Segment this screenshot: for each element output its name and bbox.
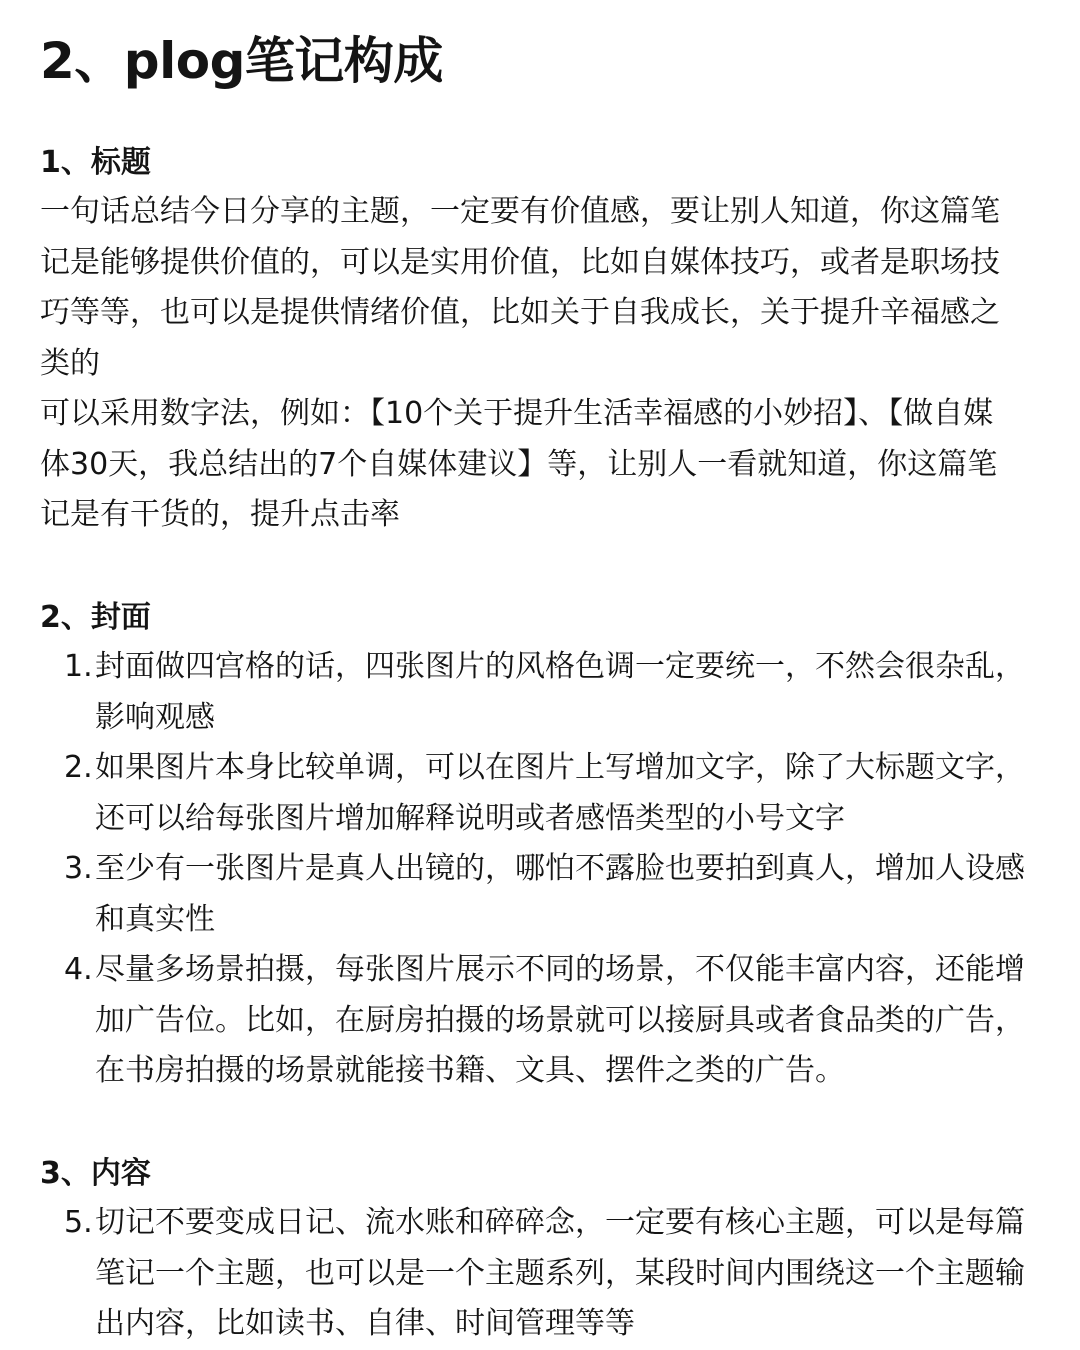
content-tips-list (40, 1198, 1040, 1350)
page-title: 2、plog笔记构成 (40, 32, 443, 90)
list-item (40, 642, 1035, 743)
list-item-number: 2. (64, 750, 93, 785)
list-item-text: 切记不要变成日记、流水账和碎碎念，一定要有核心主题，可以是每篇笔记一个主题，也可以是一个主题系列，某段时间内围绕这一个主题输出内容，比如读书、自律、时间管理等等 (95, 1205, 1025, 1341)
list-item-number: 3. (64, 851, 93, 886)
paragraph-title-numbers-method: 可以采用数字法，例如：【10个关于提升生活幸福感的小妙招】、【做自媒体30天，我总结出的7个自媒体建议】等，让别人一看就知道，你这篇笔记是有干货的，提升点击率 (40, 396, 998, 532)
cover-tips-list (40, 642, 1040, 1097)
section-heading-cover: 2、封面 (40, 600, 151, 635)
list-item (40, 844, 1035, 945)
list-item-number: 4. (64, 952, 93, 987)
list-item-text: 封面做四宫格的话，四张图片的风格色调一定要统一，不然会很杂乱，影响观感 (95, 649, 1025, 735)
list-item (40, 743, 1035, 844)
list-item (40, 1198, 1035, 1350)
list-item (40, 945, 1035, 1097)
paragraph-title-description: 一句话总结今日分享的主题，一定要有价值感，要让别人知道，你这篇笔记是能够提供价值的，可以是实用价值，比如自媒体技巧，或者是职场技巧等等，也可以是提供情绪价值，比如关于自我成长，关于提升辛福感之类的 (40, 194, 1000, 381)
list-item-text: 尽量多场景拍摄，每张图片展示不同的场景，不仅能丰富内容，还能增加广告位。比如，在厨房拍摄的场景就可以接厨具或者食品类的广告，在书房拍摄的场景就能接书籍、文具、摆件之类的广告。 (95, 952, 1025, 1088)
section-heading-title: 1、标题 (40, 145, 151, 180)
list-item-text: 至少有一张图片是真人出镜的，哪怕不露脸也要拍到真人，增加人设感和真实性 (95, 851, 1025, 937)
list-item-number: 1. (64, 649, 93, 684)
list-item-text: 如果图片本身比较单调，可以在图片上写增加文字，除了大标题文字，还可以给每张图片增加解释说明或者感悟类型的小号文字 (95, 750, 1025, 836)
list-item-number: 5. (64, 1205, 93, 1240)
section-heading-content: 3、内容 (40, 1156, 151, 1191)
